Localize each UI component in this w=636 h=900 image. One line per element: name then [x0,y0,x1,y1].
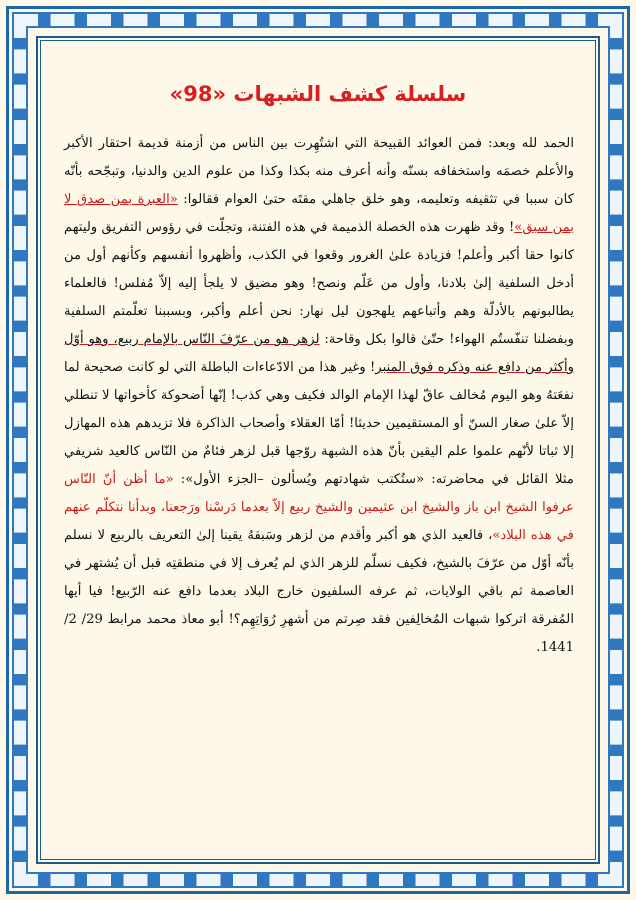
page-title: سلسلة كشف الشبهات «98» [169,82,467,106]
underlined-claim: لزهر هو من عرّفَ النّاس بالإمام ربيع، وهو أوّل وأكثر من دافع عنه وذكره فوق المنبر [64,332,574,375]
paragraph [64,130,574,662]
article-body [64,130,574,662]
highlight-proverb: «العبرة بمن صدق لا بمن سبق» [64,192,574,235]
text-segment: الحمد لله وبعد: فمن العوائد القبيحة التي اشتُهِرت بين الناس من أزمنة قديمة احتقار الأكبر والأعلم خصمَه واستخفافه بسنّه وأنه أعرف منه بكذا وكذا من علوم الدين والدنيا، وتبجّحه بأنّه كان سببا في تثقيفه وتعليمه، وهو خلق جاهلي مقتَه حتىٰ العوام فقالوا: [64,136,574,207]
text-segment: ! وغير هذا من الادّعاءات الباطلة التي لو كانت صحيحة لما نفعَتهُ وهو اليوم مُخالف عاقّ لهذا الإمام الوالد فكيف وهي كذب! إنّها أضحوكة كأخواتها لا تنطلي إلاّ علىٰ صغار السنّ أو المستقيمين حديثا! أمّا العقلاء وأصحاب الذاكرة فلا تزيدهم هذه المهازل إلا ثباتا لأنّهم علموا علم اليقين بأنّ هذه الشبهة روّجها قبل لزهر فئامٌ من النّاس كالعيد شريفي مثلا القائل في محاضرته: «ستُكتب شهادتهم ويُسألون –الجزء الأول»: [64,360,574,487]
text-segment: ، فالعيد الذي هو أكبر وأقدم من لزهر وسَبقهُ يقينا إلىٰ التعريف بالربيع لا نسلم بأنّه أوّل من عرّفَ بالشيخ، فكيف نسلّم للزهر الذي لم يُعرف إلا في منطقتِه قبل أن يُشتهر في العاصمة ثم باقي الولايات، ثم عرفه السلفيون خارج البلاد بعدما دافع عنه الرّبيع! فيا أيها المُفرقة اتركوا شبهات المُخالِفين فقد صِرتم من أشهرِ رُوَاتِهِم؟! أبو معاذ محمد مرابط 29/ 2/ 1441. [64,528,574,655]
highlight-quote: «ما أظن أنّ النّاس عرفوا الشيخ ابن باز والشيخ ابن عثيمين والشيخ ربيع إلاّ بعدما دَرسْنا ورَجعنا، وبدأنا نتكلّم عنهم في هذه البلاد» [64,472,574,543]
text-segment: ! وقد ظهرت هذه الخصلة الذميمة في هذه الفتنة، وتجلّت في رؤوس التفريق وليتهم كانوا حقا أكبر وأعلم! فزيادة علىٰ الغرور وقعوا في الكذب، وأظهروا أنفسهم وكأنهم أول من أدخل السلفية إلىٰ بلادنا، وأول من عَلّم ونصح! وهو مضيق لا يلجأ إليه إلاّ مُفلس! فالعلماء يطالبونهم بالأدلّة وهم وأتباعهم يلهجون ليل نهار: نحن أعلم وأكبر، وبسببنا تعلّمتم السلفية وبفضلنا تنفّستُم الهواء! حتّىٰ قالوا بكل وقاحة: [64,220,574,347]
